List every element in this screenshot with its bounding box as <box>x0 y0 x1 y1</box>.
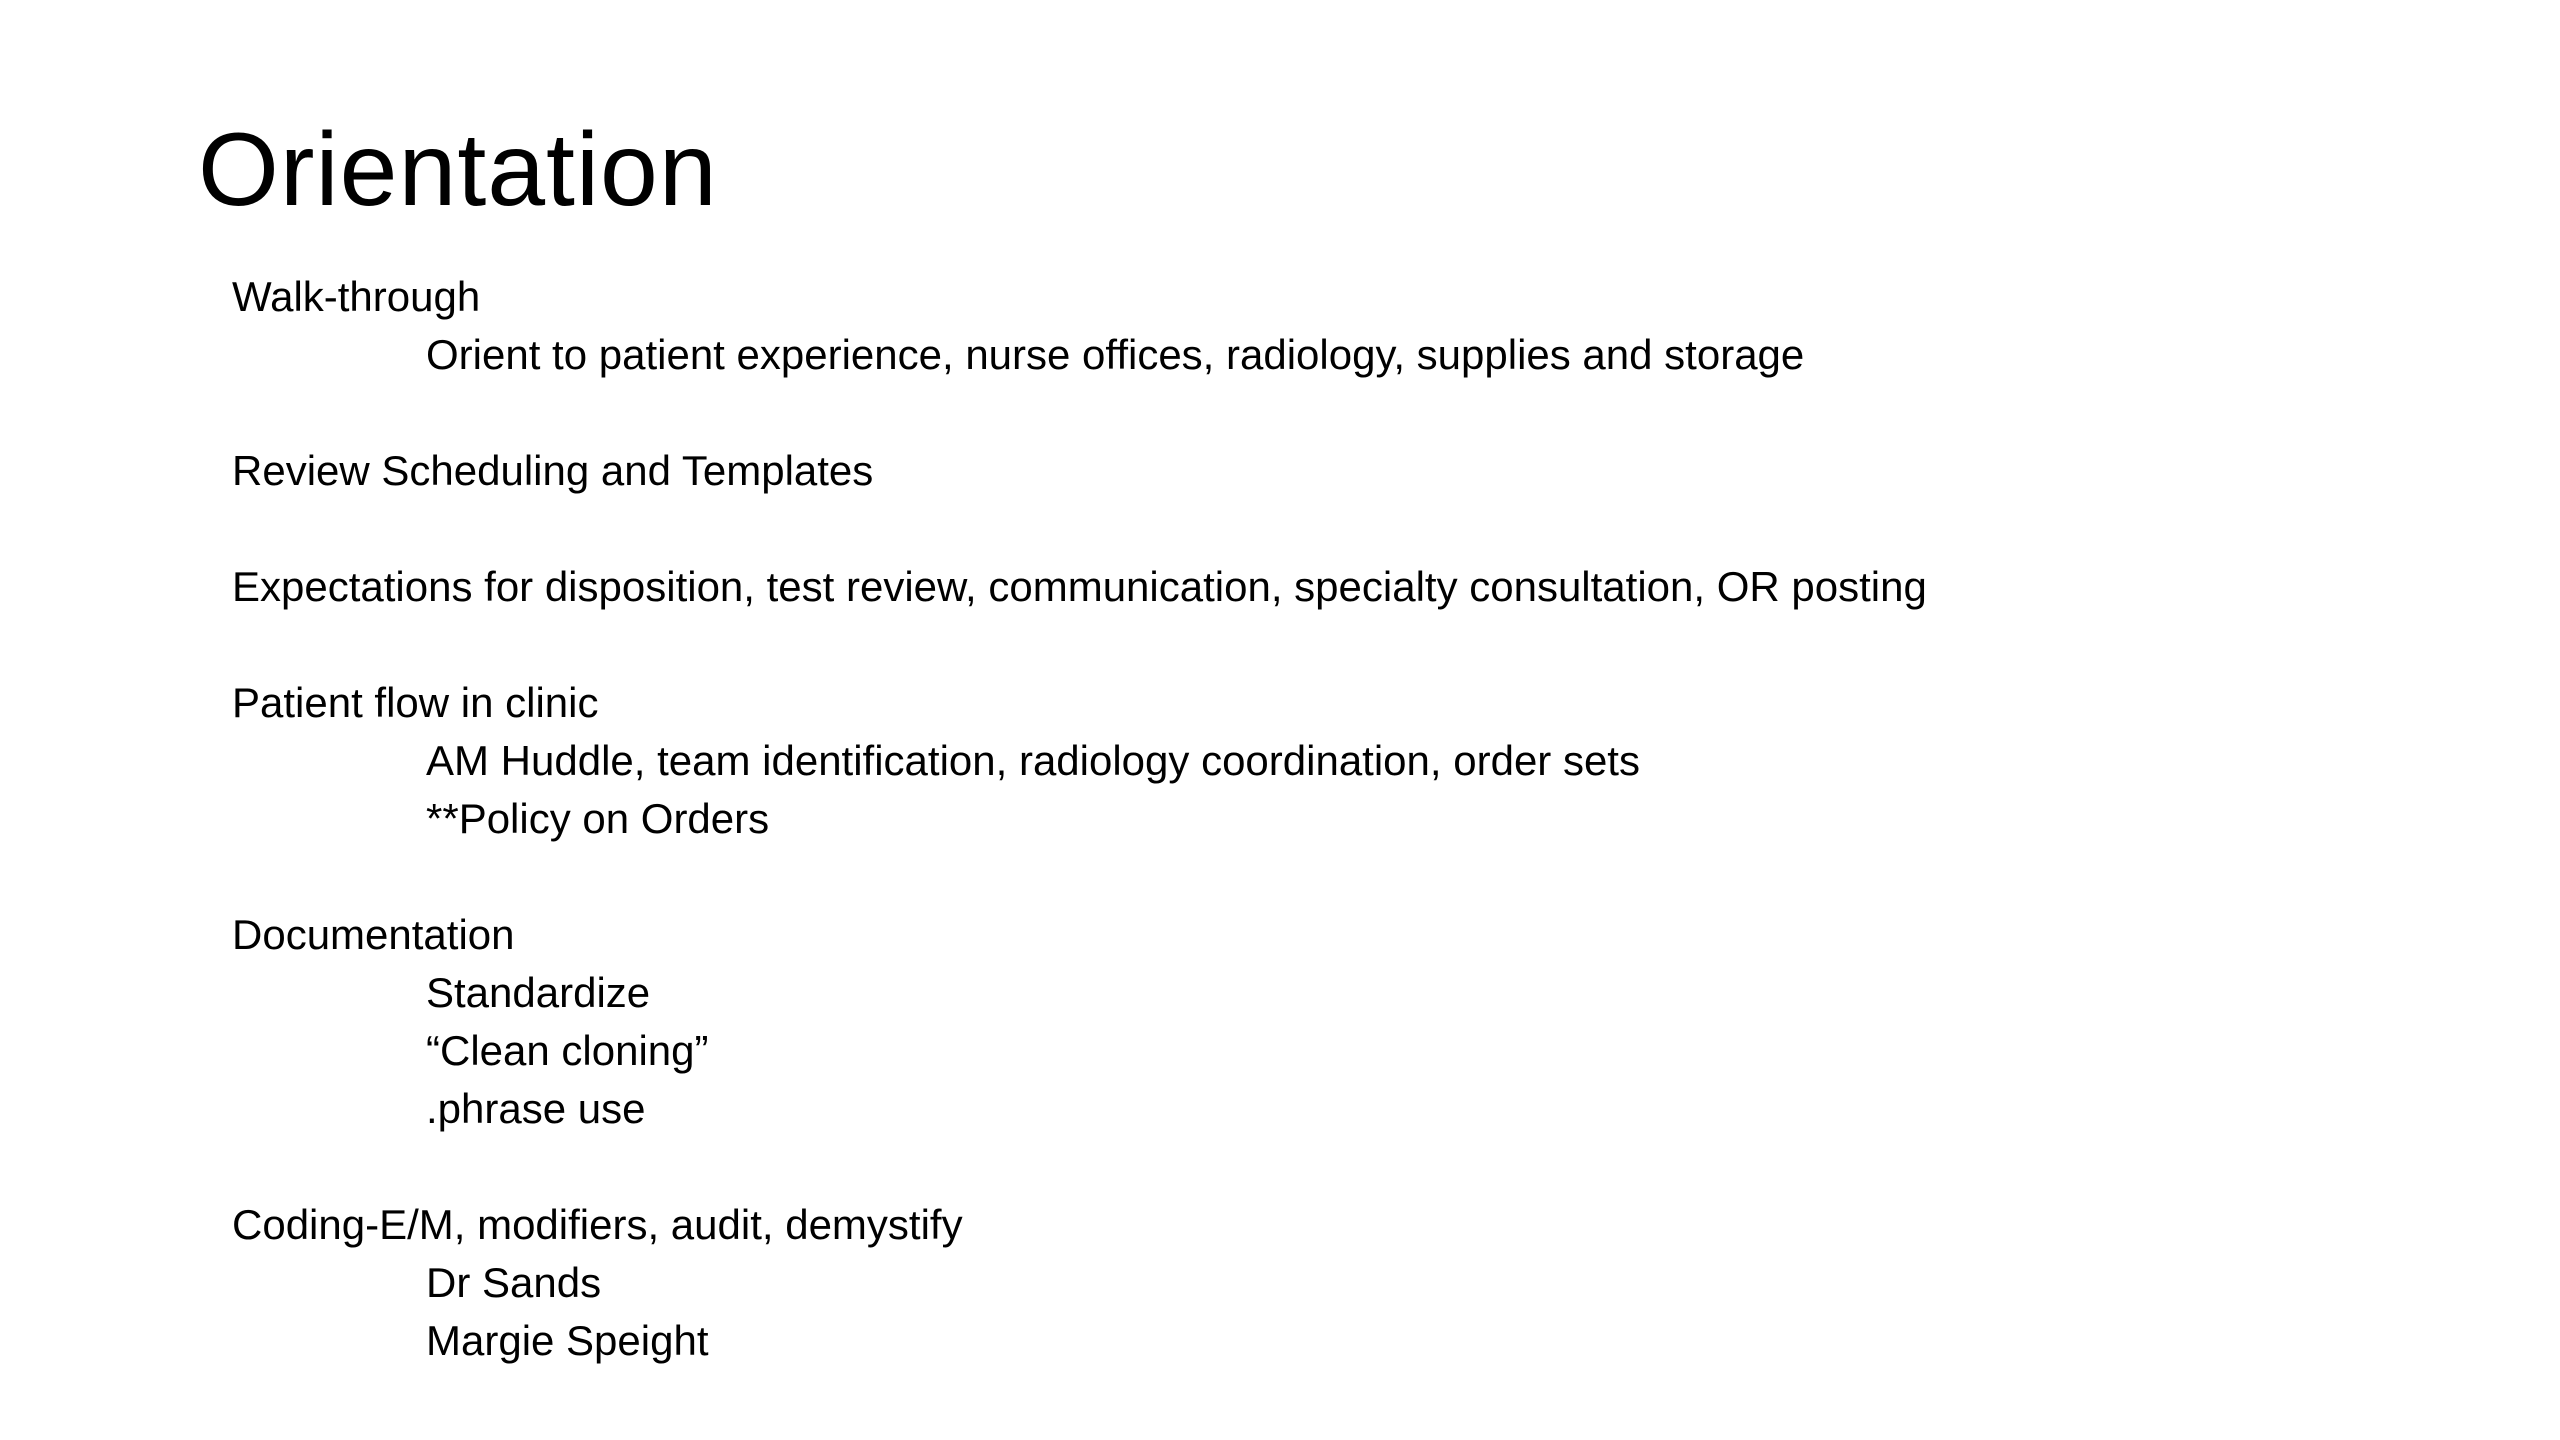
section-heading: Documentation <box>232 911 515 958</box>
section-item: Orient to patient experience, nurse offices, radiology, supplies and storage <box>426 331 1805 378</box>
section-item: AM Huddle, team identification, radiology coordination, order sets <box>426 737 1640 784</box>
section-walk-through <box>232 268 1927 384</box>
section-documentation <box>232 906 1927 1138</box>
section-patient-flow <box>232 674 1927 848</box>
section-heading: Patient flow in clinic <box>232 679 599 726</box>
section-heading: Review Scheduling and Templates <box>232 447 874 494</box>
slide-title: Orientation <box>198 112 718 228</box>
slide-content <box>232 268 1927 1428</box>
section-item: Standardize <box>426 969 651 1016</box>
section-expectations <box>232 558 1927 616</box>
section-heading: Coding-E/M, modifiers, audit, demystify <box>232 1201 963 1248</box>
section-heading: Expectations for disposition, test review, communication, specialty consultation, OR posting <box>232 563 1927 610</box>
section-heading: Walk-through <box>232 273 481 320</box>
section-item: Margie Speight <box>426 1317 709 1364</box>
section-item: “Clean cloning” <box>426 1027 709 1074</box>
section-coding <box>232 1196 1927 1370</box>
section-item: .phrase use <box>426 1085 646 1132</box>
section-item: Dr Sands <box>426 1259 602 1306</box>
section-item: **Policy on Orders <box>426 795 770 842</box>
section-review-scheduling <box>232 442 1927 500</box>
